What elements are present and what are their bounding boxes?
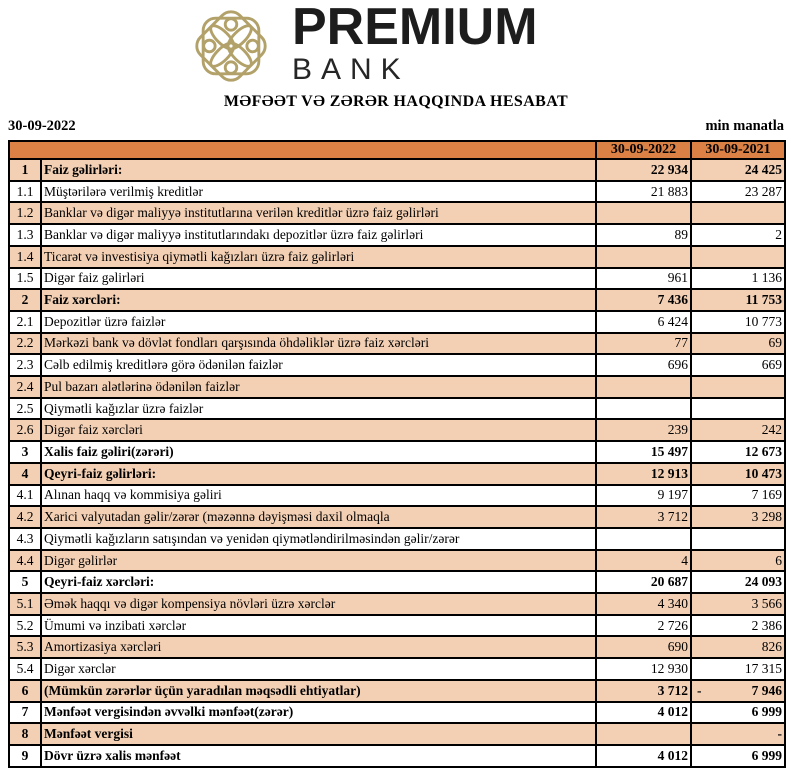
value-2021-cell: 1 136 [691,268,785,290]
table-row [9,463,785,485]
row-number-cell: 6 [9,680,41,702]
value-2021-cell: 10 773 [691,311,785,333]
value-2022-cell: 696 [596,354,691,376]
value-2021-cell [691,398,785,420]
row-label-cell: Pul bazarı alətlərinə ödənilən faizlər [41,376,596,398]
table-row [9,181,785,203]
value-2022-cell: 4 012 [596,745,691,767]
value-2021-cell: 6 999 [691,702,785,724]
row-label-cell: Cəlb edilmiş kreditlərə görə ödənilən faizlər [41,354,596,376]
value-2021-cell: 11 753 [691,289,785,311]
row-label-cell: Qeyri-faiz gəlirləri: [41,463,596,485]
table-row [9,398,785,420]
value-2021-cell: 24 425 [691,159,785,181]
row-label-cell: Banklar və digər maliyyə institutlarına verilən kreditlər üzrə faiz gəlirləri [41,202,596,224]
table-row [9,268,785,290]
table-row [9,289,785,311]
value-2022-cell: 4 012 [596,702,691,724]
row-number-cell: 2.5 [9,398,41,420]
report-meta-row [8,118,784,135]
value-2021-cell: 6 999 [691,745,785,767]
value-2022-cell: 15 497 [596,441,691,463]
row-number-cell: 1.2 [9,202,41,224]
table-row [9,702,785,724]
value-2021-cell: - [691,723,785,745]
row-number-cell: 4.1 [9,485,41,507]
report-title: MƏFƏƏT VƏ ZƏRƏR HAQQINDA HESABAT [223,93,569,110]
value-2021-cell [691,528,785,550]
bank-wordmark [292,2,538,86]
value-2022-cell: 4 [596,550,691,572]
column-header-2021: 30-09-2021 [691,141,785,159]
value-2022-cell: 961 [596,268,691,290]
row-number-cell: 2.6 [9,419,41,441]
income-statement-table [8,140,786,768]
row-number-cell: 7 [9,702,41,724]
table-row [9,723,785,745]
value-2022-cell: 6 424 [596,311,691,333]
table-row [9,354,785,376]
value-2021-cell: 69 [691,333,785,355]
value-2022-cell: 690 [596,636,691,658]
currency-unit-label: min manatla [705,118,784,134]
table-row [9,636,785,658]
table-row [9,224,785,246]
value-2021-cell: 669 [691,354,785,376]
table-row [9,680,785,702]
row-number-cell: 4.4 [9,550,41,572]
value-2021-cell: 7 169 [691,485,785,507]
value-2021-cell: 6 [691,550,785,572]
row-label-cell: Xalis faiz gəliri(zərəri) [41,441,596,463]
table-row [9,485,785,507]
row-label-cell: Əmək haqqı və digər kompensiya növləri üzrə xərclər [41,593,596,615]
premium-bank-knot-logo-icon [178,0,284,94]
value-2021-cell: 10 473 [691,463,785,485]
row-number-cell: 2.1 [9,311,41,333]
row-label-cell: Faiz gəlirləri: [41,159,596,181]
value-2022-cell: 77 [596,333,691,355]
table-row [9,311,785,333]
value-2021-cell: 242 [691,419,785,441]
value-2021-cell: 24 093 [691,571,785,593]
column-header-2022: 30-09-2022 [596,141,691,159]
row-number-cell: 5.4 [9,658,41,680]
row-number-cell: 4 [9,463,41,485]
value-2022-cell: 7 436 [596,289,691,311]
row-label-cell: Mərkəzi bank və dövlət fondları qarşısında öhdəliklər üzrə faiz xərcləri [41,333,596,355]
row-number-cell: 4.2 [9,506,41,528]
row-number-cell: 2.3 [9,354,41,376]
value-2021-cell: 826 [691,636,785,658]
value-2022-cell [596,376,691,398]
value-2022-cell: 22 934 [596,159,691,181]
row-label-cell: Müştərilərə verilmiş kreditlər [41,181,596,203]
table-row [9,376,785,398]
value-2021-cell [691,202,785,224]
table-row [9,550,785,572]
row-number-cell: 2.4 [9,376,41,398]
table-row [9,159,785,181]
value-2021-cell: 17 315 [691,658,785,680]
row-number-cell: 5.2 [9,615,41,637]
value-2022-cell: 89 [596,224,691,246]
row-label-cell: Digər xərclər [41,658,596,680]
value-2022-cell [596,528,691,550]
row-label-cell: Digər faiz gəlirləri [41,268,596,290]
row-number-cell: 8 [9,723,41,745]
row-label-cell: Ümumi və inzibati xərclər [41,615,596,637]
table-row [9,658,785,680]
row-number-cell: 2.2 [9,333,41,355]
row-number-cell: 3 [9,441,41,463]
value-2021-cell [691,246,785,268]
table-header-row [9,141,785,159]
row-label-cell: Amortizasiya xərcləri [41,636,596,658]
value-2022-cell [596,246,691,268]
table-row [9,419,785,441]
row-number-cell: 1.5 [9,268,41,290]
row-label-cell: Faiz xərcləri: [41,289,596,311]
row-label-cell: Mənfəət vergisi [41,723,596,745]
row-number-cell: 4.3 [9,528,41,550]
row-label-cell: Dövr üzrə xalis mənfəət [41,745,596,767]
value-2022-cell: 12 913 [596,463,691,485]
row-label-cell: Digər faiz xərcləri [41,419,596,441]
bank-subtitle-text: BANK [292,53,410,86]
minus-sign: - [697,682,702,698]
row-label-cell: Qeyri-faiz xərcləri: [41,571,596,593]
table-row [9,571,785,593]
value-2022-cell: 20 687 [596,571,691,593]
amount-text: 7 946 [751,682,782,698]
table-row [9,246,785,268]
row-label-cell: Mənfəət vergisindən əvvəlki mənfəət(zərər) [41,702,596,724]
value-2021-cell: 2 [691,224,785,246]
row-number-cell: 5.1 [9,593,41,615]
table-row [9,593,785,615]
row-number-cell: 1.1 [9,181,41,203]
report-table-body [9,159,785,767]
row-label-cell: Qiymətli kağızların satışından və yenidən qiymətləndirilməsindən gəlir/zərər [41,528,596,550]
row-number-cell: 2 [9,289,41,311]
value-2021-cell [691,680,785,702]
row-label-cell: Qiymətli kağızlar üzrə faizlər [41,398,596,420]
value-2021-cell: 2 386 [691,615,785,637]
row-number-cell: 1 [9,159,41,181]
value-2022-cell: 3 712 [596,680,691,702]
value-2022-cell: 3 712 [596,506,691,528]
value-2022-cell: 2 726 [596,615,691,637]
row-label-cell: Depozitlər üzrə faizlər [41,311,596,333]
value-2022-cell [596,202,691,224]
table-row [9,333,785,355]
value-2022-cell: 12 930 [596,658,691,680]
row-label-cell: (Mümkün zərərlər üçün yaradılan məqsədli ehtiyatlar) [41,680,596,702]
row-number-cell: 1.3 [9,224,41,246]
row-label-cell: Ticarət və investisiya qiymətli kağızları üzrə faiz gəlirləri [41,246,596,268]
value-2021-cell: 3 566 [691,593,785,615]
table-row [9,506,785,528]
row-number-cell: 5 [9,571,41,593]
table-row [9,441,785,463]
value-2021-cell: 12 673 [691,441,785,463]
value-2022-cell: 9 197 [596,485,691,507]
value-2022-cell: 21 883 [596,181,691,203]
row-number-cell: 5.3 [9,636,41,658]
value-2022-cell [596,398,691,420]
row-label-cell: Digər gəlirlər [41,550,596,572]
value-2021-cell: 3 298 [691,506,785,528]
corner-cell [9,141,596,159]
table-row [9,202,785,224]
row-number-cell: 9 [9,745,41,767]
income-statement-table-wrap [8,140,784,768]
value-2022-cell [596,723,691,745]
table-row [9,528,785,550]
row-number-cell: 1.4 [9,246,41,268]
value-2022-cell: 4 340 [596,593,691,615]
table-row [9,615,785,637]
row-label-cell: Alınan haqq və kommisiya gəliri [41,485,596,507]
row-label-cell: Xarici valyutadan gəlir/zərər (məzənnə dəyişməsi daxil olmaqla [41,506,596,528]
value-2021-cell: 23 287 [691,181,785,203]
value-2022-cell: 239 [596,419,691,441]
report-date: 30-09-2022 [8,118,76,134]
bank-name-text: PREMIUM [292,0,538,56]
row-label-cell: Banklar və digər maliyyə institutlarındakı depozitlər üzrə faiz gəlirləri [41,224,596,246]
table-row [9,745,785,767]
value-2021-cell [691,376,785,398]
